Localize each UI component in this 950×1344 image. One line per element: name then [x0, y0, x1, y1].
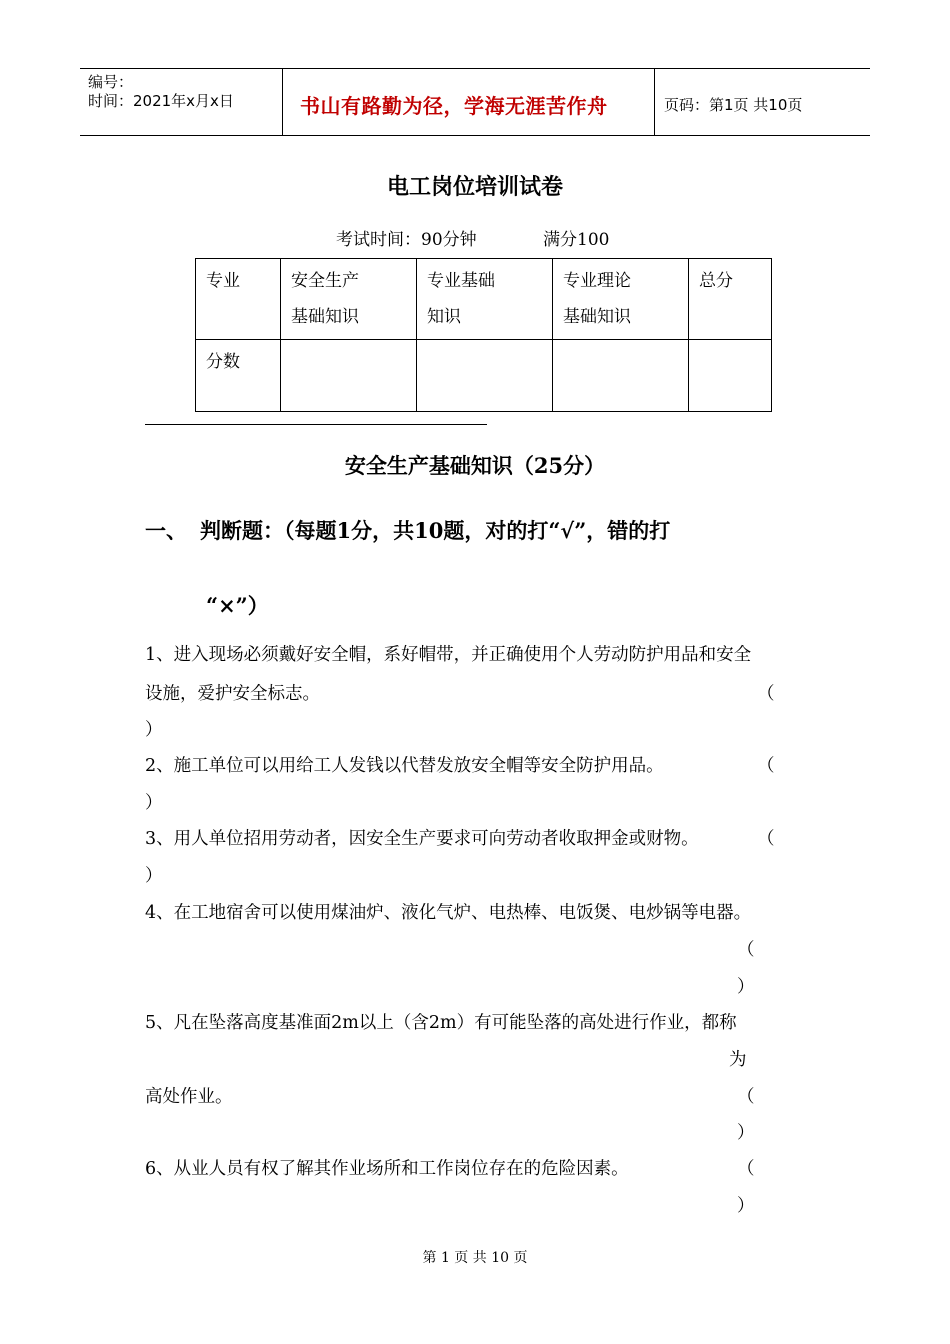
question-4-paren-open: （	[737, 940, 755, 960]
exam-full-marks: 满分100	[543, 230, 610, 250]
question-2-line-1: 2、施工单位可以用给工人发钱以代替发放安全帽等安全防护用品。	[145, 756, 664, 776]
part-number: 一、	[145, 518, 187, 543]
question-3-paren-close: ）	[145, 866, 163, 886]
score-header-theory: 专业理论 基础知识	[553, 259, 689, 340]
question-2-paren-close: ）	[145, 793, 163, 813]
section-divider-rule	[145, 424, 487, 425]
score-header-total: 总分	[689, 259, 772, 340]
question-3-line-1: 3、用人单位招用劳动者，因安全生产要求可向劳动者收取押金或财物。	[145, 829, 699, 849]
header-divider-left	[282, 68, 283, 136]
question-1-paren-open: （	[757, 684, 775, 704]
question-5-paren-close: ）	[737, 1123, 755, 1143]
score-cell-basics	[417, 340, 553, 412]
part-title: 判断题：（每题1分，共10题，对的打“√”，错的打	[200, 518, 671, 543]
score-header-safety: 安全生产 基础知识	[281, 259, 417, 340]
question-6-line-1: 6、从业人员有权了解其作业场所和工作岗位存在的危险因素。	[145, 1159, 629, 1179]
question-5-line-1-tail: 为	[729, 1050, 747, 1070]
question-1-line-2: 设施，爱护安全标志。	[145, 684, 320, 704]
question-4-paren-close: ）	[737, 977, 755, 997]
question-5-line-2: 高处作业。	[145, 1087, 233, 1107]
score-header-major: 专业	[196, 259, 281, 340]
header-motto: 书山有路勤为径，学海无涯苦作舟	[300, 94, 608, 118]
score-table-score-row	[196, 340, 772, 412]
header-time-label: 时间：2021年x月x日	[88, 92, 234, 110]
question-3-paren-open: （	[757, 829, 775, 849]
question-6-paren-close: ）	[737, 1196, 755, 1216]
score-table-header-row	[196, 259, 772, 340]
question-4-line-1: 4、在工地宿舍可以使用煤油炉、液化气炉、电热棒、电饭煲、电炒锅等电器。	[145, 903, 752, 923]
part-title-continued: “×”）	[206, 593, 269, 618]
score-cell-safety	[281, 340, 417, 412]
header-divider-right	[654, 68, 655, 136]
question-5-paren-open: （	[737, 1087, 755, 1107]
question-1-paren-close: ）	[145, 720, 163, 740]
header-page-info: 页码：第1页 共10页	[664, 96, 803, 114]
section-title: 安全生产基础知识（25分）	[344, 453, 606, 478]
score-table	[195, 258, 772, 412]
header-code-label: 编号：	[88, 73, 134, 91]
question-2-paren-open: （	[757, 756, 775, 776]
exam-title: 电工岗位培训试卷	[386, 174, 563, 200]
header-bottom-rule	[80, 135, 870, 136]
header-top-rule	[80, 68, 870, 69]
question-1-line-1: 1、进入现场必须戴好安全帽，系好帽带，并正确使用个人劳动防护用品和安全	[145, 645, 752, 665]
score-row-label: 分数	[196, 340, 281, 412]
footer-page-number: 第 1 页 共 10 页	[422, 1250, 528, 1266]
question-5-line-1: 5、凡在坠落高度基准面2m以上（含2m）有可能坠落的高处进行作业，都称	[145, 1013, 737, 1033]
score-cell-theory	[553, 340, 689, 412]
score-header-basics: 专业基础 知识	[417, 259, 553, 340]
score-cell-total	[689, 340, 772, 412]
exam-duration: 考试时间：90分钟	[336, 230, 477, 250]
question-6-paren-open: （	[737, 1159, 755, 1179]
